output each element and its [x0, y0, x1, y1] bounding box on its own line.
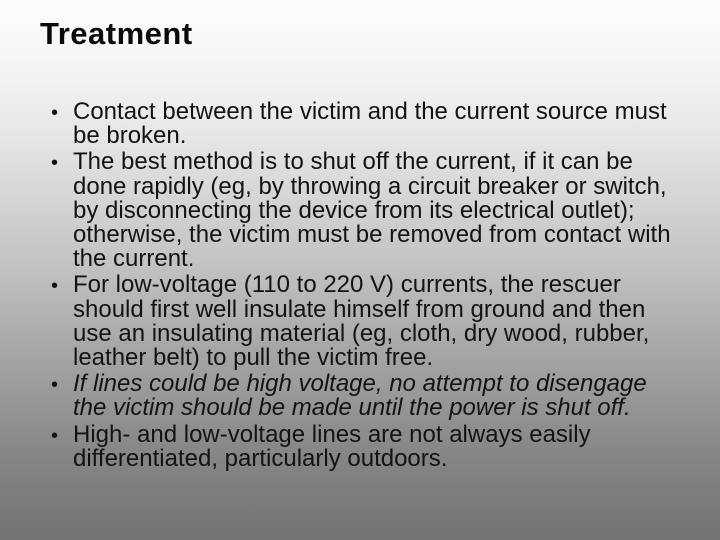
bullet-text: The best method is to shut off the current, if it can be done rapidly (eg, by throwing a circuit breaker or switch, by disconnecting the device from its electrical outlet); otherwise, the victim must be removed from contact with the current. — [73, 148, 671, 273]
bullet-text: Contact between the victim and the current source must be broken. — [73, 98, 667, 150]
bullet-list — [50, 100, 680, 471]
bullet-icon: • — [51, 374, 59, 397]
bullet-item — [50, 420, 680, 472]
slide-title: Treatment — [40, 16, 193, 51]
bullet-text: For low-voltage (110 to 220 V) currents, the rescuer should first well insulate himself from ground and then use an insulating material (eg, cloth, dry wood, rubber, leather belt) to pull the victim free. — [73, 271, 650, 372]
bullet-icon: • — [51, 102, 59, 124]
bullet-icon: • — [51, 275, 59, 298]
bullet-item — [50, 150, 680, 271]
bullet-item — [50, 100, 680, 148]
bullet-icon: • — [51, 152, 59, 175]
bullet-item — [50, 372, 680, 420]
bullet-item — [50, 273, 680, 370]
bullet-text: High- and low-voltage lines are not always easily differentiated, particularly outdoors. — [73, 420, 591, 472]
bullet-text: If lines could be high voltage, no attempt to disengage the victim should be made until the power is shut off. — [73, 370, 647, 422]
bullet-icon: • — [51, 424, 59, 447]
